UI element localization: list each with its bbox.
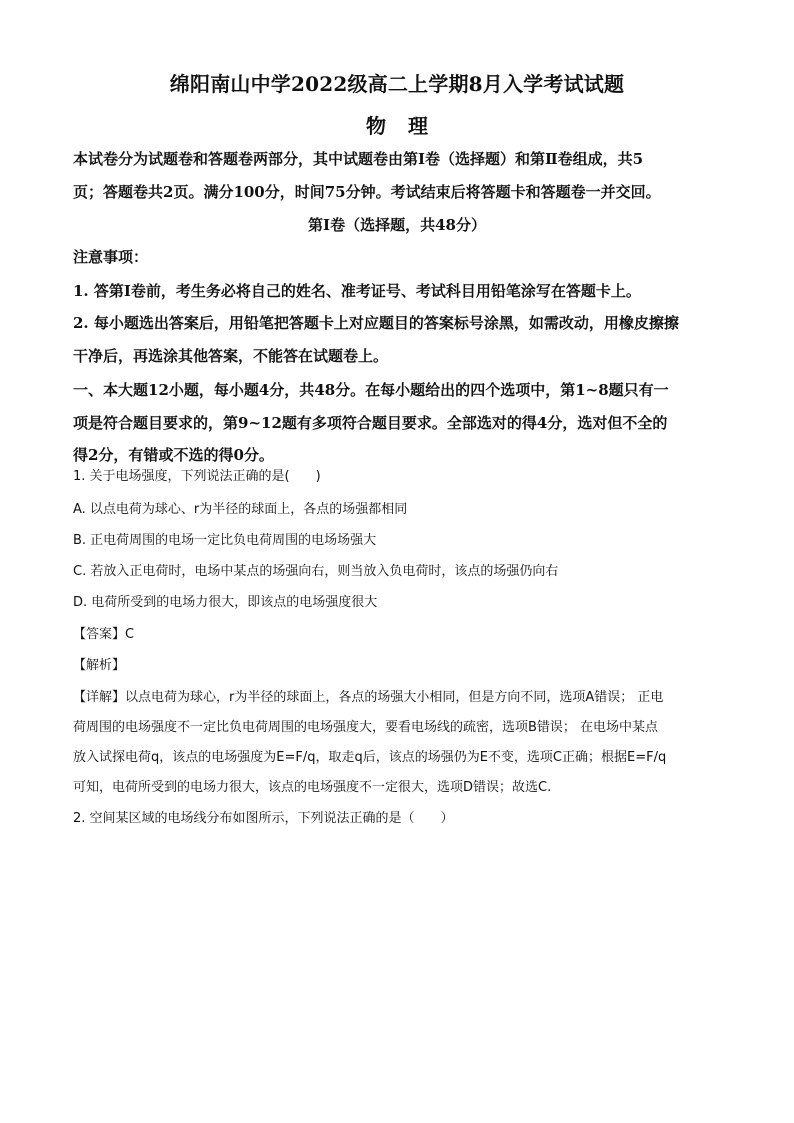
question-1-stem: 1. 关于电场强度，下列说法正确的是( ) [73, 469, 321, 484]
question-1-explanation-line-2: 荷周围的电场强度不一定比负电荷周围的电场强度大，要看电场线的疏密，选项B错误； 在电场中某点 [73, 720, 659, 735]
question-1-explanation-line-3: 放入试探电荷q，该点的电场强度为E=F/q，取走q后，该点的场强仍为E不变，选项C正确；根据E=F/q [73, 750, 667, 765]
question-1-option-a: A. 以点电荷为球心、r为半径的球面上，各点的场强都相同 [73, 502, 408, 517]
question-1-option-c: C. 若放入正电荷时，电场中某点的场强向右，则当放入负电荷时，该点的场强仍向右 [73, 564, 559, 579]
part-1-line-1: 一、本大题12小题，每小题4分，共48分。在每小题给出的四个选项中，第1~8题只有一 [73, 381, 669, 399]
part-1-line-2: 项是符合题目要求的，第9~12题有多项符合题目要求。全部选对的得4分，选对但不全的 [73, 414, 668, 432]
intro-line-1: 本试卷分为试题卷和答题卷两部分，其中试题卷由第Ⅰ卷（选择题）和第Ⅱ卷组成，共5 [73, 150, 644, 168]
question-1-explanation-line-1: 【详解】以点电荷为球心，r为半径的球面上，各点的场强大小相同，但是方向不同，选项A错误； 正电 [73, 690, 664, 705]
note-1: 1. 答第Ⅰ卷前，考生务必将自己的姓名、准考证号、考试科目用铅笔涂写在答题卡上。 [73, 282, 641, 300]
question-1-answer: 【答案】C [73, 627, 135, 642]
part-1-line-3: 得2分，有错或不选的得0分。 [73, 446, 274, 464]
question-1-option-d: D. 电荷所受到的电场力很大，即该点的电场强度很大 [73, 595, 378, 610]
intro-line-2: 页；答题卷共2页。满分100分，时间75分钟。考试结束后将答题卡和答题卷一并交回。 [73, 183, 661, 201]
question-1-option-b: B. 正电荷周围的电场一定比负电荷周围的电场场强大 [73, 533, 377, 548]
note-2-line-2: 干净后，再选涂其他答案，不能答在试题卷上。 [73, 347, 389, 365]
question-1-analysis-label: 【解析】 [73, 658, 126, 673]
subject-heading: 物理 [366, 114, 450, 138]
question-2-stem: 2. 空间某区域的电场线分布如图所示，下列说法正确的是（ ） [73, 811, 454, 826]
notes-heading: 注意事项： [73, 248, 149, 266]
section-title: 第Ⅰ卷（选择题，共48分） [308, 216, 486, 234]
page-title: 绵阳南山中学2022级高二上学期8月入学考试试题 [169, 72, 625, 96]
note-2-line-1: 2. 每小题选出答案后，用铅笔把答题卡上对应题目的答案标号涂黑，如需改动，用橡皮擦擦 [73, 314, 679, 332]
question-1-explanation-line-4: 可知，电荷所受到的电场力很大，该点的电场强度不一定很大，选项D错误；故选C. [73, 780, 552, 795]
